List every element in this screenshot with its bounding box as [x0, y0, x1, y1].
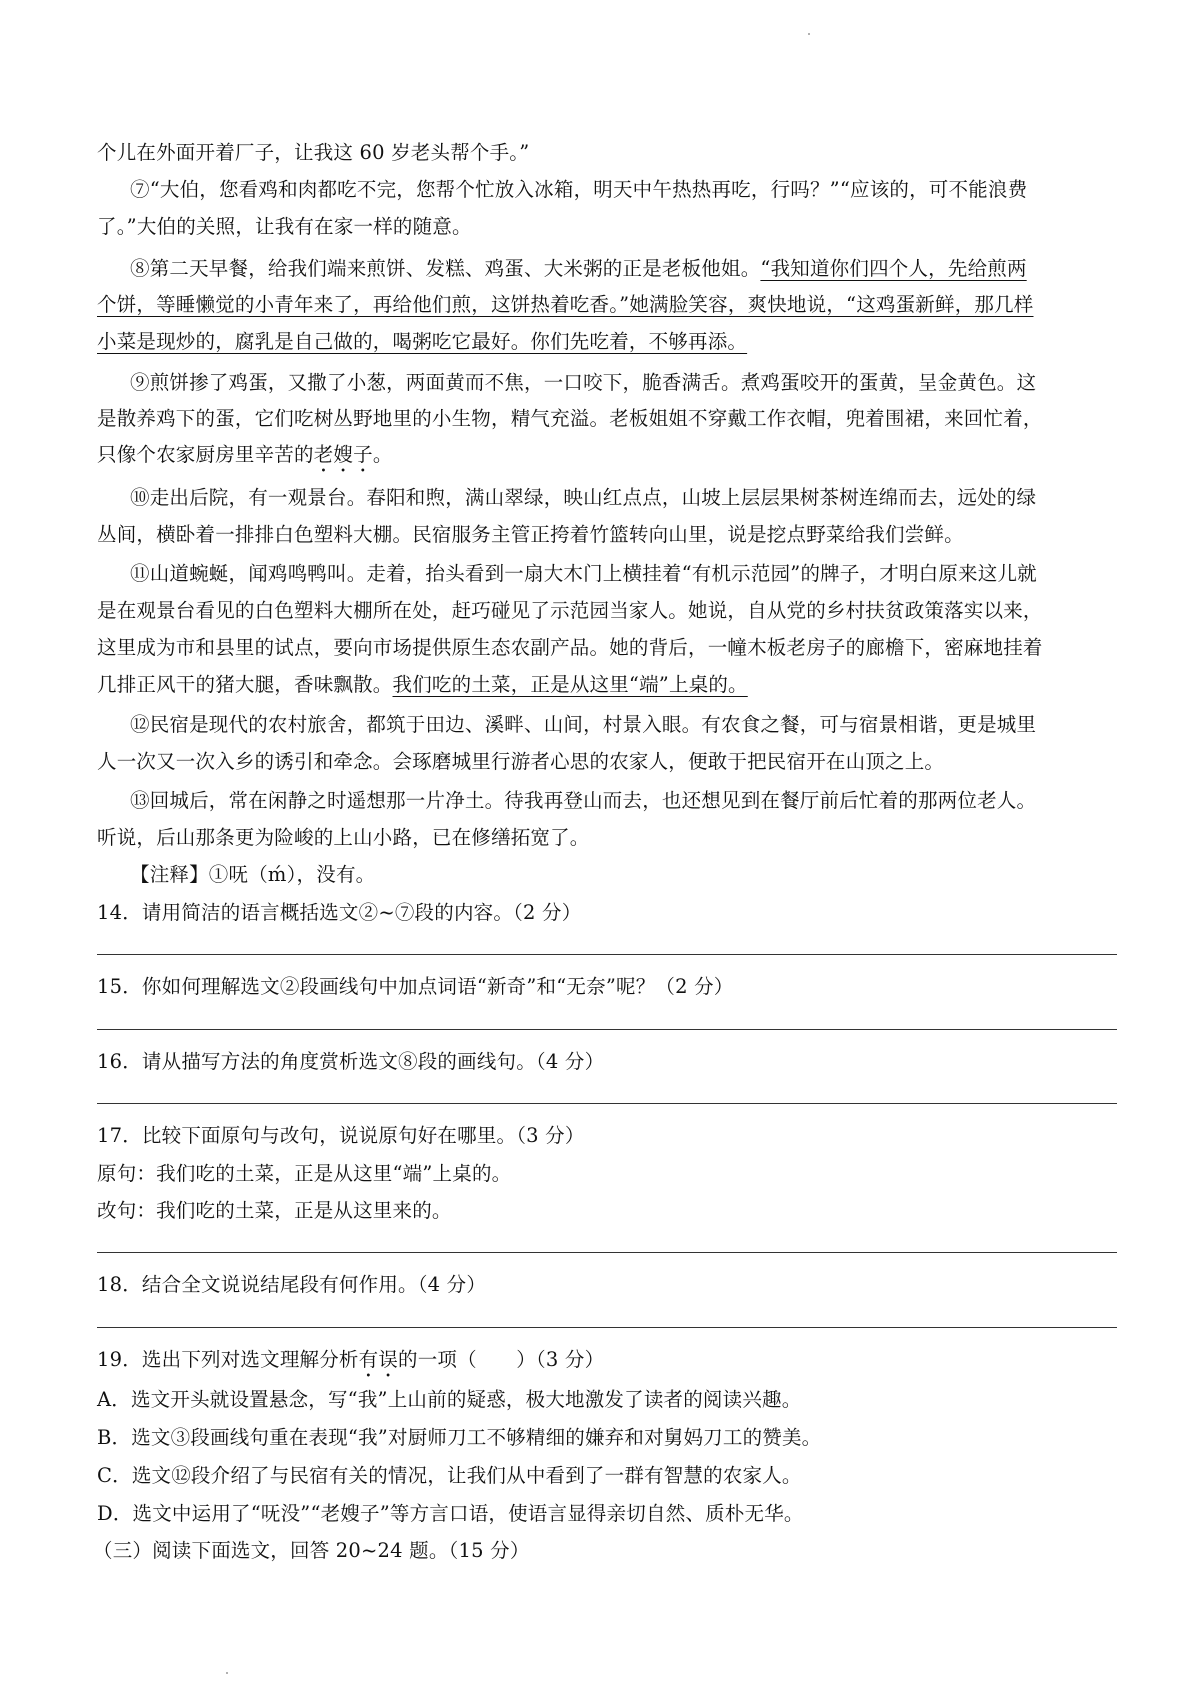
paragraph-11-line-1: ⑪山道蜿蜒，闻鸡鸣鸭叫。走着，抬头看到一扇大木门上横挂着“有机示范园”的牌子，才明白原来这儿就 — [130, 562, 1037, 585]
answer-line-18[interactable] — [97, 1327, 1117, 1328]
option-b[interactable]: B．选文③段画线句重在表现“我”对厨师刀工不够精细的嫌弃和对舅妈刀工的赞美。 — [97, 1426, 822, 1449]
paragraph-9-line-1: ⑨煎饼掺了鸡蛋，又撒了小葱，两面黄而不焦，一口咬下，脆香满舌。煮鸡蛋咬开的蛋黄，呈金黄色。这 — [130, 371, 1037, 394]
section-3-heading: （三）阅读下面选文，回答 20~24 题。（15 分） — [93, 1539, 530, 1562]
paragraph-10-line-2: 丛间，横卧着一排排白色塑料大棚。民宿服务主管正挎着竹篮转向山里，说是挖点野菜给我们尝鲜。 — [97, 523, 964, 546]
paragraph-7-line-2: 了。”大伯的关照，让我有在家一样的随意。 — [97, 215, 472, 238]
question-16: 16．请从描写方法的角度赏析选文⑧段的画线句。（4 分） — [97, 1050, 605, 1073]
question-19 — [97, 1345, 1117, 1382]
paragraph-13-line-2: 听说，后山那条更为险峻的上山小路，已在修缮拓宽了。 — [97, 826, 590, 849]
paragraph-11-line-2: 是在观景台看见的白色塑料大棚所在处，赶巧碰见了示范园当家人。她说，自从党的乡村扶贫政策落实以来， — [97, 599, 1043, 622]
paragraph-9-text: 只像个农家厨房里辛苦的 — [97, 443, 314, 466]
answer-line-17[interactable] — [97, 1252, 1117, 1253]
paragraph-12-line-2: 人一次又一次入乡的诱引和牵念。会琢磨城里行游者心思的农家人，便敢于把民宿开在山顶之上。 — [97, 750, 945, 773]
question-19-text: 19．选出下列对选文理解分析 — [97, 1348, 359, 1371]
paragraph-9-end: 。 — [372, 443, 393, 466]
paragraph-10-line-1: ⑩走出后院，有一观景台。春阳和煦，满山翠绿，映山红点点，山坡上层层果树茶树连绵而去，远处的绿 — [130, 486, 1037, 509]
annotation: 【注释】①呒（ḿ），没有。 — [130, 863, 376, 886]
underlined-sentence-end: 小菜是现炒的，腐乳是自己做的，喝粥吃它最好。你们先吃着，不够再添。 — [97, 330, 748, 353]
paragraph-12-line-1: ⑫民宿是现代的农村旅舍，都筑于田边、溪畔、山间，村景入眼。有农食之餐，可与宿景相谐，更是城里 — [130, 713, 1037, 736]
paragraph-8-line-2: 个饼，等睡懒觉的小青年来了，再给他们煎，这饼热着吃香。”她满脸笑容，爽快地说，“这鸡蛋新鲜，那几样 — [97, 293, 1034, 316]
underlined-sentence-11: 我们吃的土菜，正是从这里“端”上桌的。 — [392, 673, 748, 696]
paragraph-7-line-1: ⑦“大伯，您看鸡和肉都吃不完，您帮个忙放入冰箱，明天中午热热再吃，行吗？”“应该的，可不能浪费 — [130, 178, 1028, 201]
question-17: 17．比较下面原句与改句，说说原句好在哪里。（3 分） — [97, 1124, 585, 1147]
paragraph-11-text: 几排正风干的猪大腿，香味飘散。 — [97, 673, 393, 696]
question-18: 18．结合全文说说结尾段有何作用。（4 分） — [97, 1273, 487, 1296]
question-14: 14．请用简洁的语言概括选文②~⑦段的内容。（2 分） — [97, 901, 582, 924]
paragraph-11-line-4 — [97, 670, 1117, 700]
answer-line-15[interactable] — [97, 1029, 1117, 1030]
paragraph-13-line-1: ⑬回城后，常在闲静之时遥想那一片净土。待我再登山而去，也还想见到在餐厅前后忙着的那两位老人。 — [130, 789, 1037, 812]
paragraph-8-text: ⑧第二天早餐，给我们端来煎饼、发糕、鸡蛋、大米粥的正是老板他姐。 — [130, 257, 761, 280]
paragraph-8-line-1 — [130, 254, 1150, 284]
question-19-end: 的一项（ ）（3 分） — [398, 1348, 605, 1371]
paragraph-8-line-3 — [97, 327, 1117, 357]
paragraph-9-line-3 — [97, 440, 1117, 477]
dotted-word: 老嫂子 — [313, 443, 373, 466]
scan-dot — [226, 1672, 228, 1674]
option-a[interactable]: A．选文开头就设置悬念，写“我”上山前的疑惑，极大地激发了读者的阅读兴趣。 — [97, 1388, 802, 1411]
answer-line-16[interactable] — [97, 1103, 1117, 1104]
question-15: 15．你如何理解选文②段画线句中加点词语“新奇”和“无奈”呢？（2 分） — [97, 975, 734, 998]
option-d[interactable]: D．选文中运用了“呒没”“老嫂子”等方言口语，使语言显得亲切自然、质朴无华。 — [97, 1502, 804, 1525]
dotted-word-19: 有误 — [358, 1348, 399, 1371]
passage-line: 个儿在外面开着厂子，让我这 60 岁老头帮个手。” — [97, 141, 530, 164]
paragraph-11-line-3: 这里成为市和县里的试点，要向市场提供原生态农副产品。她的背后，一幢木板老房子的廊檐下，密麻地挂着 — [97, 636, 1043, 659]
underlined-sentence: “我知道你们四个人，先给煎两 — [760, 257, 1027, 280]
revised-sentence: 改句：我们吃的土菜，正是从这里来的。 — [97, 1199, 452, 1222]
option-c[interactable]: C．选文⑫段介绍了与民宿有关的情况，让我们从中看到了一群有智慧的农家人。 — [97, 1464, 802, 1487]
answer-line-14[interactable] — [97, 954, 1117, 955]
scan-dot — [808, 33, 810, 35]
original-sentence: 原句：我们吃的土菜，正是从这里“端”上桌的。 — [97, 1162, 512, 1185]
paragraph-9-line-2: 是散养鸡下的蛋，它们吃树丛野地里的小生物，精气充溢。老板姐姐不穿戴工作衣帽，兜着围裙，来回忙着， — [97, 407, 1043, 430]
